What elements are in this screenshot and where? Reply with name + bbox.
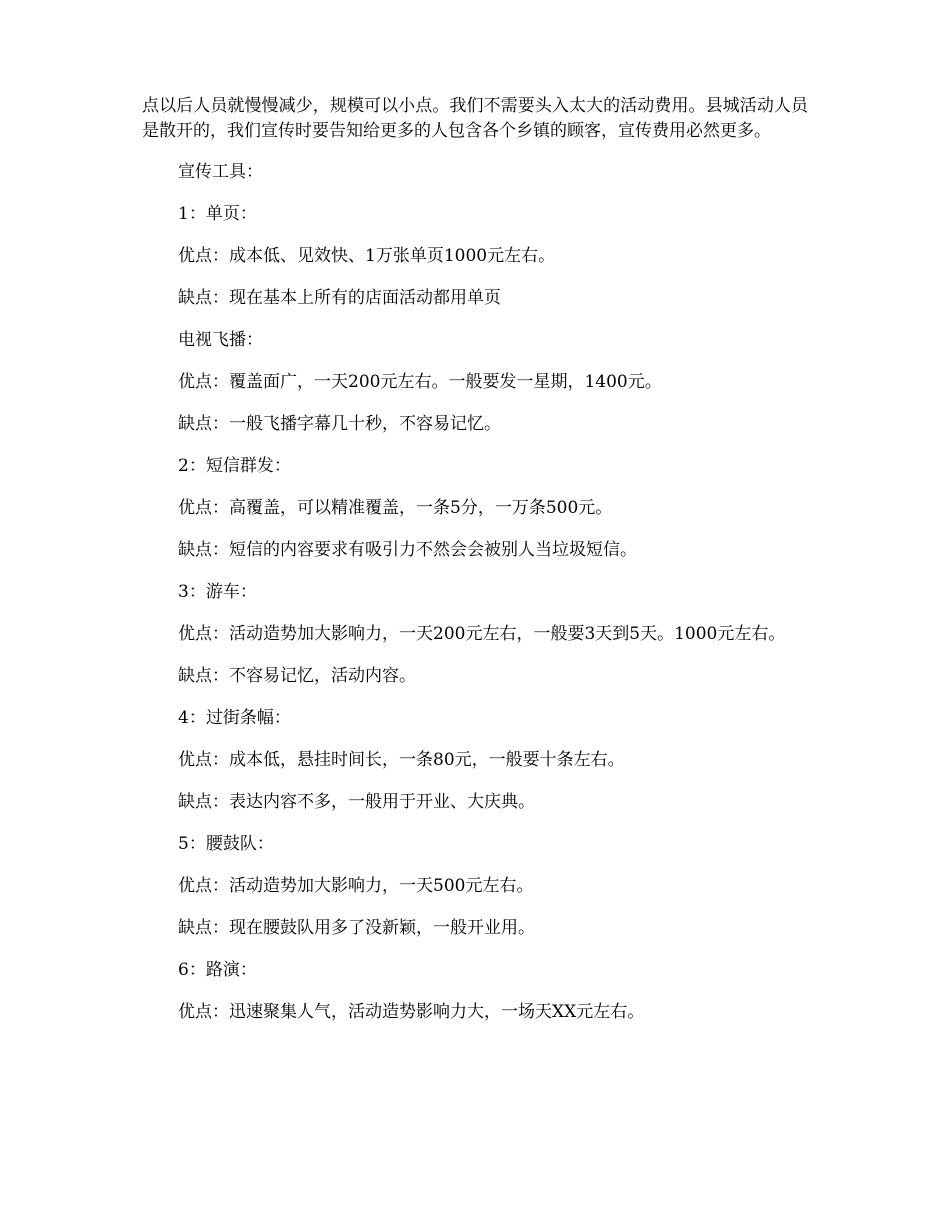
paragraph-leaflet-heading: 1：单页： [178,204,257,224]
paragraph-parade-car-pros: 优点：活动造势加大影响力，一天200元左右，一般要3天到5天。1000元左右。 [178,624,786,644]
paragraph-roadshow-pros: 优点：迅速聚集人气，活动造势影响力大，一场天XX元左右。 [178,1002,645,1022]
paragraph-tv-cons: 缺点：一般飞播字幕几十秒，不容易记忆。 [178,414,501,434]
paragraph-leaflet-pros: 优点：成本低、见效快、1万张单页1000元左右。 [178,246,556,266]
paragraph-sms-cons: 缺点：短信的内容要求有吸引力不然会会被别人当垃圾短信。 [178,540,637,560]
paragraph-tv-heading: 电视飞播： [178,330,263,350]
document-body [142,94,808,1042]
paragraph-leaflet-cons: 缺点：现在基本上所有的店面活动都用单页 [178,288,501,308]
paragraph-banner-heading: 4：过街条幅： [178,708,291,728]
paragraph-parade-car-cons: 缺点：不容易记忆，活动内容。 [178,666,416,686]
paragraph-sms-heading: 2：短信群发： [178,456,291,476]
paragraph-promo-tools-heading: 宣传工具： [178,162,263,182]
paragraph-drum-team-cons: 缺点：现在腰鼓队用多了没新颖，一般开业用。 [178,918,535,938]
paragraph-roadshow-heading: 6：路演： [178,960,257,980]
paragraph-parade-car-heading: 3：游车： [178,582,257,602]
paragraph-banner-cons: 缺点：表达内容不多，一般用于开业、大庆典。 [178,792,535,812]
intro-paragraph: 点以后人员就慢慢减少，规模可以小点。我们不需要头入太大的活动费用。县城活动人员是散开的，我们宣传时要告知给更多的人包含各个乡镇的顾客，宣传费用必然更多。 [142,96,808,141]
paragraph-sms-pros: 优点：高覆盖，可以精准覆盖，一条5分，一万条500元。 [178,498,613,518]
paragraph-tv-pros: 优点：覆盖面广，一天200元左右。一般要发一星期，1400元。 [178,372,662,392]
paragraph-drum-team-heading: 5：腰鼓队： [178,834,274,854]
paragraph-drum-team-pros: 优点：活动造势加大影响力，一天500元左右。 [178,876,534,896]
paragraph-banner-pros: 优点：成本低，悬挂时间长，一条80元，一般要十条左右。 [178,750,625,770]
